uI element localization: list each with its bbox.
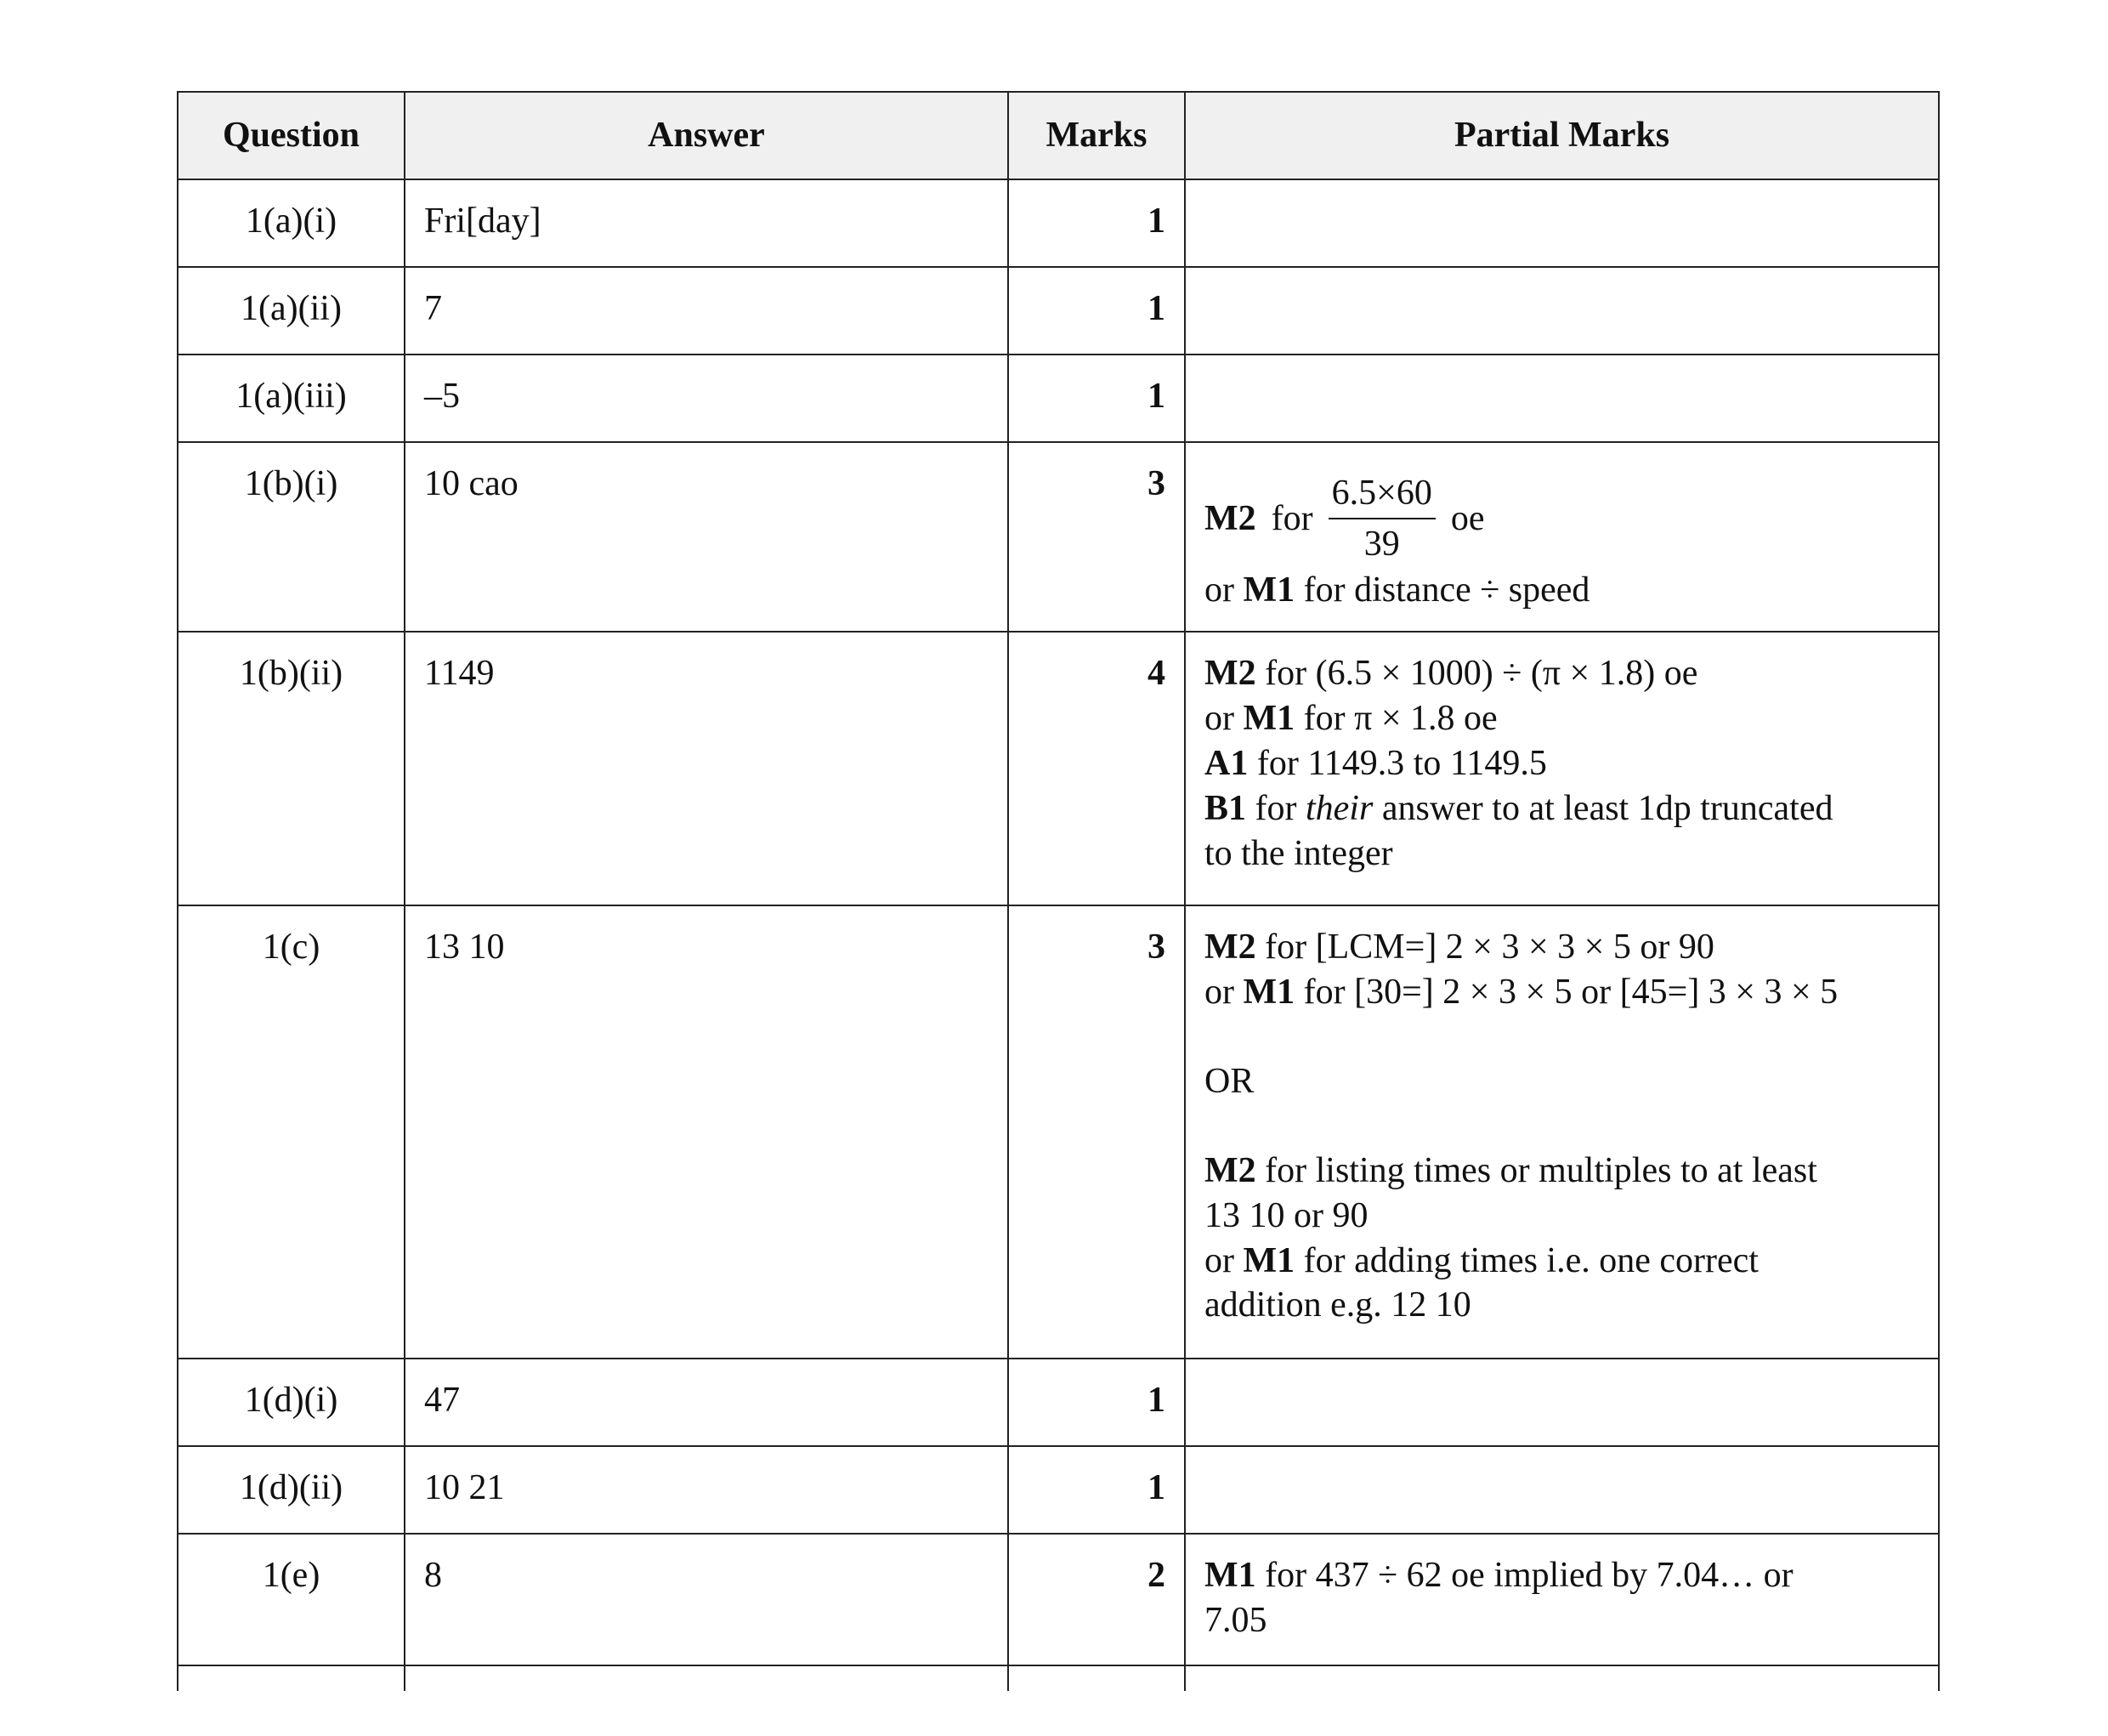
partial-text: for listing times or multiples to at least	[1265, 1150, 1817, 1190]
answer-cell: –5	[405, 355, 1008, 442]
mark-code: M2	[1204, 928, 1256, 967]
partial-marks-cell	[1185, 1359, 1939, 1446]
partial-marks-cell	[1185, 1534, 1939, 1665]
question-cell: 1(a)(i)	[178, 179, 405, 267]
mark-code: M2	[1204, 654, 1256, 693]
fraction-numerator: 6.5×60	[1329, 472, 1436, 519]
partial-line	[1204, 568, 1919, 613]
partial-marks-cell	[1185, 179, 1939, 267]
partial-line	[1204, 831, 1919, 877]
answer-cell: 7	[405, 267, 1008, 355]
header-partial-marks: Partial Marks	[1185, 92, 1939, 179]
mark-code: M1	[1243, 570, 1295, 610]
partial-text: or	[1204, 570, 1234, 610]
mark-code: M1	[1243, 1240, 1295, 1280]
spacer	[1204, 1015, 1919, 1059]
fraction-denominator: 39	[1363, 525, 1400, 564]
partial-marks-cell	[1185, 442, 1939, 632]
spacer	[1204, 1104, 1919, 1149]
partial-text: answer to at least 1dp truncated	[1381, 788, 1833, 828]
table-row-continued	[178, 1665, 1939, 1691]
partial-text: oe	[1450, 498, 1485, 538]
partial-marks-cell	[1185, 355, 1939, 442]
partial-text: for [LCM=] 2 × 3 × 3 × 5 or 90	[1265, 928, 1714, 967]
partial-text: for	[1271, 498, 1313, 538]
partial-line	[1204, 1239, 1919, 1284]
mark-scheme-table	[177, 91, 1940, 1691]
partial-text: for (6.5 × 1000) ÷ (π × 1.8) oe	[1265, 654, 1698, 693]
partial-line	[1204, 1194, 1919, 1239]
table-row	[178, 632, 1939, 905]
partial-text: addition e.g. 12 10	[1204, 1285, 1471, 1325]
table-row	[178, 179, 1939, 267]
question-cell: 1(b)(i)	[178, 442, 405, 632]
mark-code: M1	[1204, 1556, 1256, 1595]
mark-code: M2	[1204, 1150, 1256, 1190]
answer-cell: 10 cao	[405, 442, 1008, 632]
answer-cell: 10 21	[405, 1446, 1008, 1534]
partial-line	[1204, 651, 1919, 696]
partial-marks-cell	[1185, 267, 1939, 355]
partial-line	[1204, 472, 1919, 566]
marks-cell: 1	[1008, 1359, 1185, 1446]
partial-line	[1204, 1283, 1919, 1328]
table-body	[178, 179, 1939, 1691]
answer-cell: 8	[405, 1534, 1008, 1665]
partial-marks-cell	[1185, 905, 1939, 1359]
question-cell: 1(a)(ii)	[178, 267, 405, 355]
marks-cell: 4	[1008, 632, 1185, 905]
partial-text: for distance ÷ speed	[1303, 570, 1590, 610]
partial-text: for 437 ÷ 62 oe implied by 7.04… or	[1265, 1556, 1794, 1595]
partial-line	[1204, 1598, 1919, 1643]
header-answer: Answer	[405, 92, 1008, 179]
mark-code: B1	[1204, 788, 1247, 828]
partial-text: for π × 1.8 oe	[1303, 698, 1498, 738]
table-row	[178, 1359, 1939, 1446]
partial-text-italic: their	[1306, 788, 1374, 828]
partial-line	[1204, 970, 1919, 1015]
table-row	[178, 1534, 1939, 1665]
mark-code: M2	[1204, 498, 1256, 538]
marks-cell: 3	[1008, 905, 1185, 1359]
header-question: Question	[178, 92, 405, 179]
marks-cell: 1	[1008, 355, 1185, 442]
marks-cell: 3	[1008, 442, 1185, 632]
header-marks: Marks	[1008, 92, 1185, 179]
table-row	[178, 1446, 1939, 1534]
partial-line	[1204, 786, 1919, 831]
answer-cell: 47	[405, 1359, 1008, 1446]
mark-code: M1	[1243, 698, 1295, 738]
mark-code: M1	[1243, 972, 1295, 1012]
partial-line	[1204, 925, 1919, 970]
answer-cell: 1149	[405, 632, 1008, 905]
partial-marks-cell	[1185, 1446, 1939, 1534]
partial-text: to the integer	[1204, 833, 1393, 873]
table-row	[178, 442, 1939, 632]
answer-cell	[405, 1665, 1008, 1691]
partial-text: or	[1204, 1240, 1234, 1280]
header-row	[178, 92, 1939, 179]
partial-text: for adding times i.e. one correct	[1303, 1240, 1759, 1280]
table-row	[178, 267, 1939, 355]
question-cell: 1(b)(ii)	[178, 632, 405, 905]
partial-line	[1204, 1149, 1919, 1194]
partial-text: for	[1255, 788, 1297, 828]
answer-cell: Fri[day]	[405, 179, 1008, 267]
marks-cell: 1	[1008, 179, 1185, 267]
question-cell: 1(d)(ii)	[178, 1446, 405, 1534]
question-cell: 1(c)	[178, 905, 405, 1359]
partial-text: for 1149.3 to 1149.5	[1256, 743, 1547, 783]
mark-code: A1	[1204, 743, 1249, 783]
partial-text: or	[1204, 972, 1234, 1012]
partial-text: 7.05	[1204, 1600, 1267, 1640]
partial-line	[1204, 696, 1919, 741]
partial-line	[1204, 1553, 1919, 1598]
question-cell	[178, 1665, 405, 1691]
partial-text: for [30=] 2 × 3 × 5 or [45=] 3 × 3 × 5	[1303, 972, 1839, 1012]
question-cell: 1(d)(i)	[178, 1359, 405, 1446]
marks-cell: 1	[1008, 1446, 1185, 1534]
marks-cell	[1008, 1665, 1185, 1691]
partial-marks-cell	[1185, 632, 1939, 905]
partial-text: or	[1204, 698, 1234, 738]
table-row	[178, 355, 1939, 442]
partial-marks-cell	[1185, 1665, 1939, 1691]
table-header	[178, 92, 1939, 179]
partial-line: OR	[1204, 1061, 1255, 1101]
marks-cell: 2	[1008, 1534, 1185, 1665]
fraction	[1329, 472, 1436, 566]
table-row	[178, 905, 1939, 1359]
partial-text: 13 10 or 90	[1204, 1195, 1368, 1235]
partial-line	[1204, 741, 1919, 786]
question-cell: 1(a)(iii)	[178, 355, 405, 442]
answer-cell: 13 10	[405, 905, 1008, 1359]
question-cell: 1(e)	[178, 1534, 405, 1665]
marks-cell: 1	[1008, 267, 1185, 355]
